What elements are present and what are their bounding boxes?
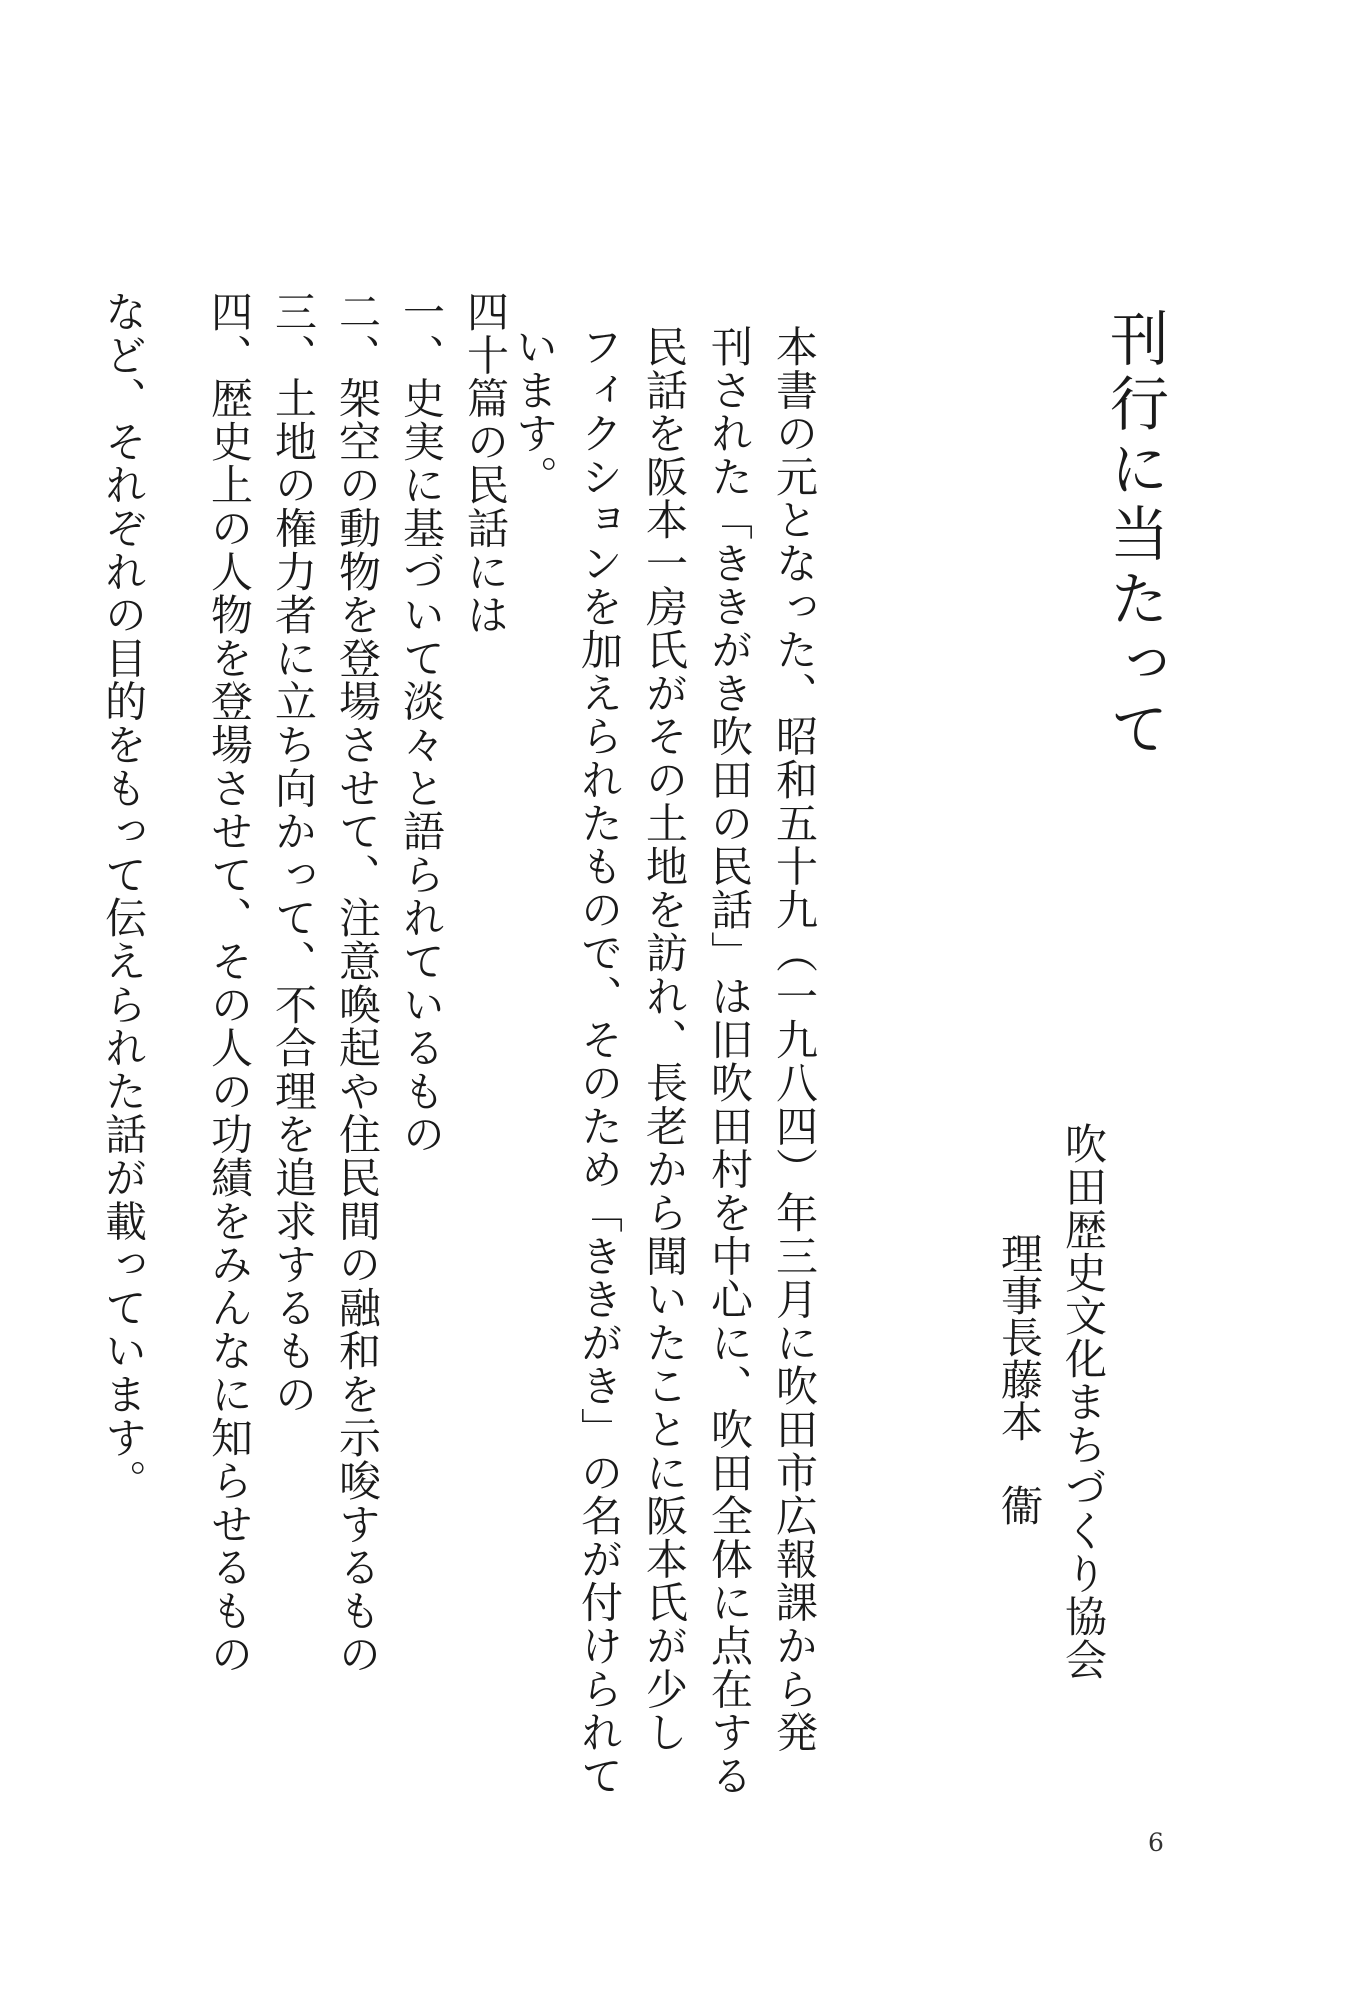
page-number: 6	[1148, 1828, 1164, 1857]
body-line: います。	[510, 325, 559, 499]
list-item: 二、架空の動物を登場させて、注意喚起や住民間の融和を示唆するもの	[333, 290, 382, 1676]
list-item: 一、史実に基づいて淡々と語られているもの	[397, 290, 446, 1156]
story-categories	[91, 290, 559, 1676]
page-title: 刊行に当たって	[1100, 308, 1169, 763]
list-item: 三、土地の権力者に立ち向かって、不合理を追求するもの	[269, 290, 318, 1416]
body-line: フィクションを加えられたもので、そのため「ききがき」の名が付けられて	[575, 325, 624, 1798]
list-item: 四、歴史上の人物を登場させて、その人の功績をみんなに知らせるもの	[205, 290, 254, 1676]
author-organization: 吹田歴史文化まちづくり協会	[1059, 1122, 1108, 1681]
author-name: 藤本 衞	[995, 1358, 1044, 1526]
body-line: 本書の元となった、昭和五十九（一九八四）年三月に吹田市広報課から発	[770, 325, 819, 1754]
list-closing: など、それぞれの目的をもって伝えられた話が載っています。	[99, 290, 148, 1503]
body-line: 刊された「ききがき吹田の民話」は旧吹田村を中心に、吹田全体に点在する	[705, 325, 754, 1798]
list-intro: 四十篇の民話には	[461, 290, 510, 637]
author-role: 理事長	[995, 1232, 1044, 1358]
body-line: 民話を阪本一房氏がその土地を訪れ、長老から聞いたことに阪本氏が少し	[640, 325, 689, 1754]
